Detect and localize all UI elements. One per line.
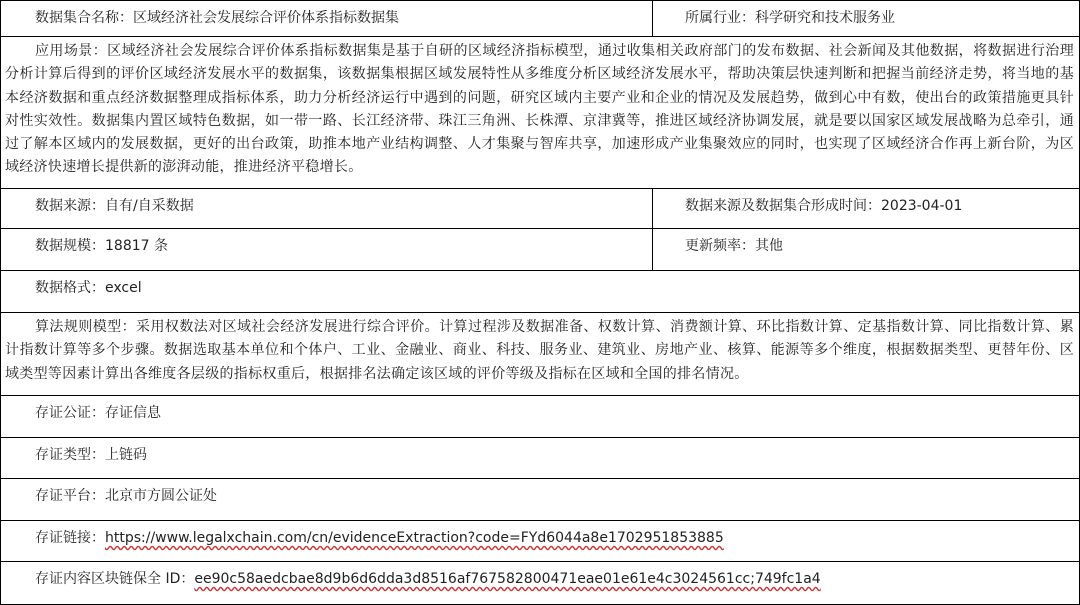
scenario-label: 应用场景： xyxy=(35,43,108,59)
row-platform xyxy=(1,479,1079,521)
formed-time-cell xyxy=(653,189,1079,228)
row-scenario xyxy=(1,37,1079,189)
row-algorithm xyxy=(1,313,1079,396)
notary-label: 存证公证： xyxy=(35,405,105,421)
link-cell xyxy=(1,521,1079,561)
format-cell xyxy=(1,271,1079,312)
row-cert-type xyxy=(1,438,1079,479)
notary-value: 存证信息 xyxy=(105,405,161,421)
formed-time-value: 2023-04-01 xyxy=(881,198,963,214)
algorithm-paragraph xyxy=(1,313,1079,386)
update-freq-label: 更新频率： xyxy=(685,238,755,254)
dataset-name-label: 数据集合名称： xyxy=(35,10,133,26)
block-id-cell xyxy=(1,562,1079,604)
row-block-id xyxy=(1,562,1079,604)
platform-label: 存证平台： xyxy=(35,488,105,504)
industry-value: 科学研究和技术服务业 xyxy=(755,10,895,26)
row-source-time xyxy=(1,189,1079,229)
row-format xyxy=(1,271,1079,313)
formed-time-label: 数据来源及数据集合形成时间： xyxy=(685,198,881,214)
scale-label: 数据规模： xyxy=(35,238,105,254)
notary-cell xyxy=(1,396,1079,437)
industry-cell xyxy=(653,1,1079,36)
row-link xyxy=(1,521,1079,562)
evidence-link[interactable]: https://www.legalxchain.com/cn/evidenceExtraction?code=FYd6044a8e1702951853885 xyxy=(105,530,724,546)
block-id-label: 存证内容区块链保全 ID： xyxy=(35,571,195,587)
link-label: 存证链接： xyxy=(35,530,105,546)
platform-cell xyxy=(1,479,1079,520)
algorithm-label: 算法规则模型： xyxy=(35,319,137,335)
row-scale-freq xyxy=(1,229,1079,271)
algorithm-value: 采用权数法对区域社会经济发展进行综合评价。计算过程涉及数据准备、权数计算、消费额计算、环比指数计算、定基指数计算、同比指数计算、累计指数计算等多个步骤。数据选取基本单位和个体户、工业、金融业、商业、科技、服务业、建筑业、房地产业、核算、能源等多个维度，根据数据类型、更替年份、区域类型等因素计算出各维度各层级的指标权重后，根据排名法确定该区域的评价等级及指标在区域和全国的排名情况。 xyxy=(5,319,1074,382)
dataset-name-cell xyxy=(1,1,653,36)
dataset-name-value: 区域经济社会发展综合评价体系指标数据集 xyxy=(133,10,399,26)
source-value: 自有/自采数据 xyxy=(105,198,194,214)
update-freq-cell xyxy=(653,229,1079,270)
cert-type-value: 上链码 xyxy=(105,447,147,463)
scale-value: 18817 条 xyxy=(105,238,168,254)
row-name-industry xyxy=(1,1,1079,37)
source-label: 数据来源： xyxy=(35,198,105,214)
format-value: excel xyxy=(105,280,142,296)
scenario-value: 区域经济社会发展综合评价体系指标数据集是基于自研的区域经济指标模型，通过收集相关政府部门的发布数据、社会新闻及其他数据，将数据进行治理分析计算后得到的评价区域经济发展水平的数据集，该数据集根据区域发展特性从多维度分析区域经济发展水平，帮助决策层快速判断和把握当前经济走势，将当地的基本经济数据和重点经济数据整理成指标体系，助力分析经济运行中遇到的问题，研究区域内主要产业和企业的情况及发展趋势，做到心中有数，使出台的政策措施更具针对性实效性。数据集内置区域特色数据，如一带一路、长江经济带、珠江三角洲、长株潭、京津冀等，推进区域经济协调发展，就是要以国家区域发展战略为总牵引，通过了解本区域内的发展数据，更好的出台政策，助推本地产业结构调整、人才集聚与智库共享，加速形成产业集聚效应的同时，也实现了区域经济合作再上新台阶，为区域经济快速增长提供新的澎湃动能，推进经济平稳增长。 xyxy=(5,43,1074,176)
cert-type-label: 存证类型： xyxy=(35,447,105,463)
format-label: 数据格式： xyxy=(35,280,105,296)
scenario-paragraph xyxy=(1,37,1079,180)
cert-type-cell xyxy=(1,438,1079,478)
row-notary xyxy=(1,396,1079,438)
industry-label: 所属行业： xyxy=(685,10,755,26)
block-id-value: ee90c58aedcbae8d9b6d6dda3d8516af767582800471eae01e61e4c3024561cc;749fc1a4 xyxy=(194,571,821,587)
update-freq-value: 其他 xyxy=(755,238,783,254)
source-cell xyxy=(1,189,653,228)
scale-cell xyxy=(1,229,653,270)
platform-value: 北京市方圆公证处 xyxy=(105,488,217,504)
